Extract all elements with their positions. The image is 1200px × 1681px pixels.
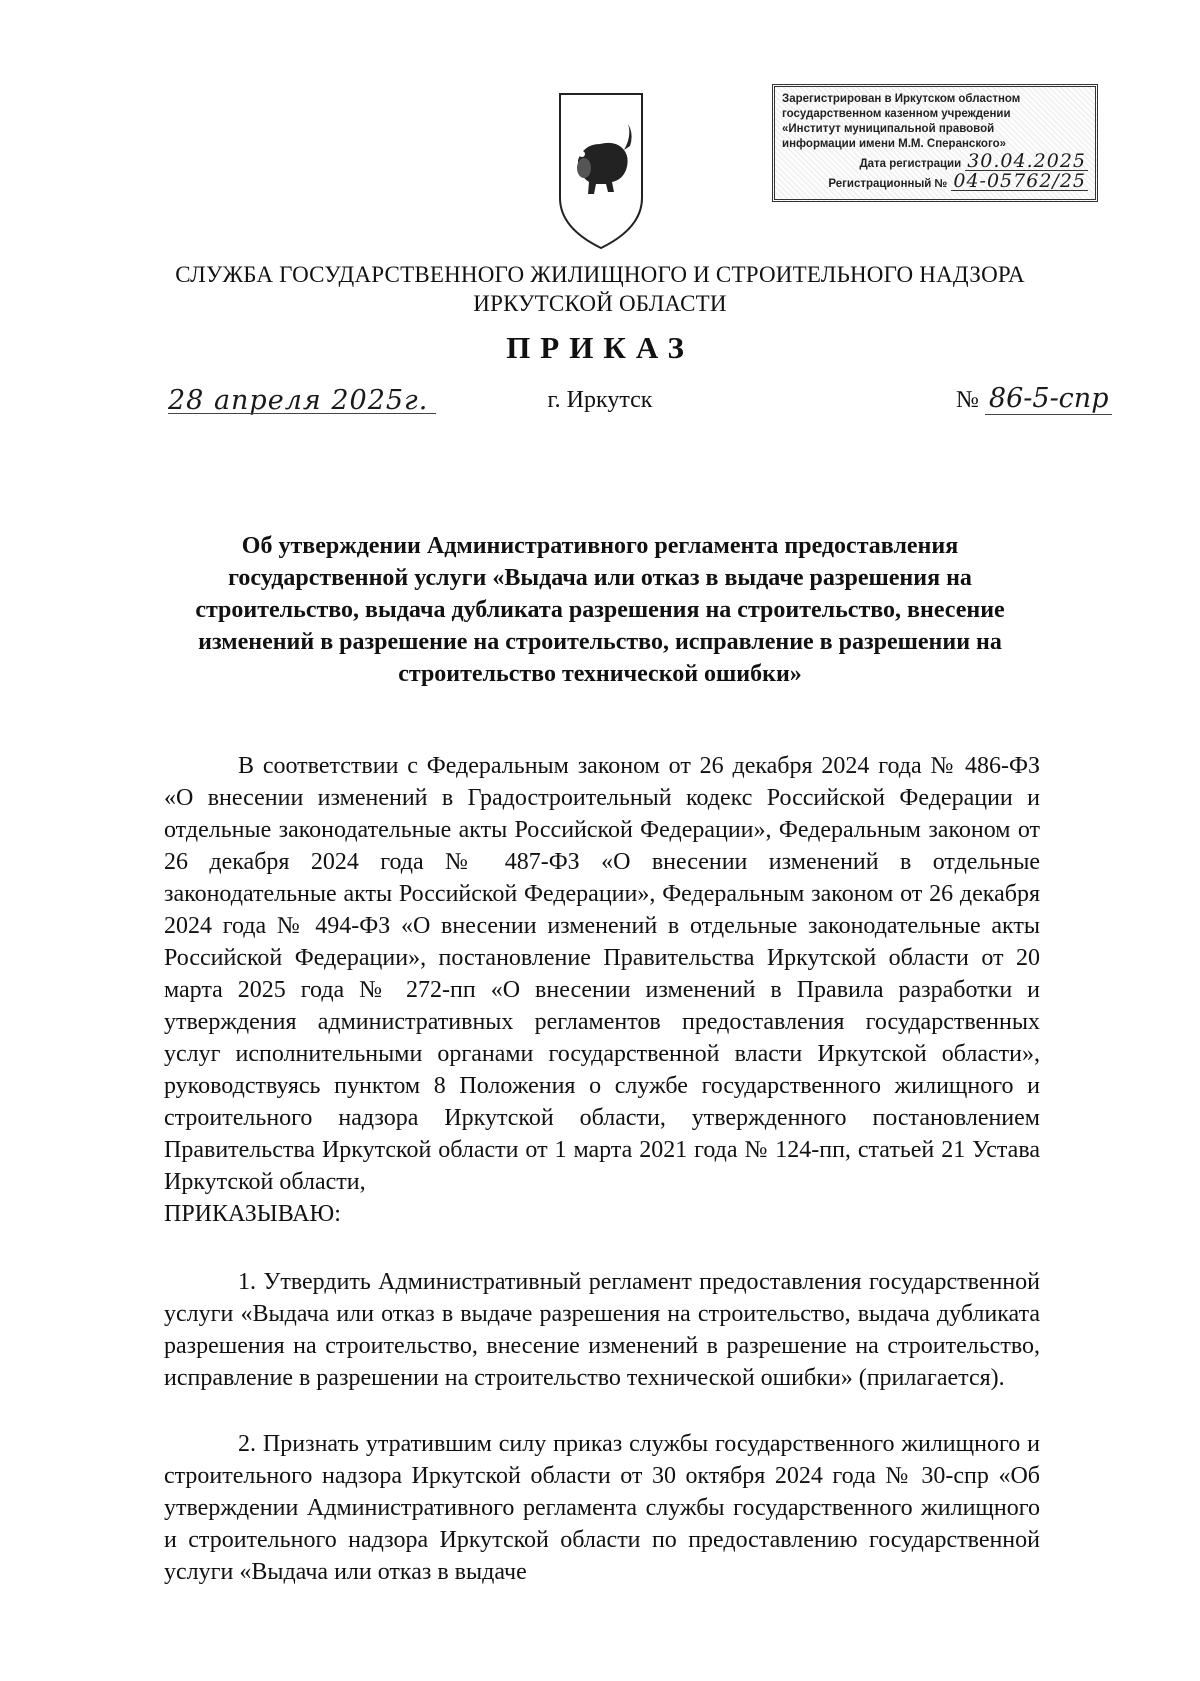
order-number-label: № xyxy=(956,387,979,413)
preamble-paragraph xyxy=(164,750,1040,1230)
document-subject: Об утверждении Административного регламента предоставления государственной услуги «Выдача или отказ в выдаче разрешения на строительство, выдача дубликата разрешения на строительство, внесение изменений в разрешение на строительство, исправление в разрешении на строительство технической ошибки» xyxy=(195,533,1005,687)
stamp-number-label: Регистрационный № xyxy=(828,178,948,190)
stamp-date-label: Дата регистрации xyxy=(859,158,962,170)
stamp-line-1: Зарегистрирован в Иркутском областном xyxy=(782,93,1021,105)
stamp-line-3: «Институт муниципальной правовой xyxy=(782,123,995,135)
order-number xyxy=(956,383,1112,414)
order-item-1: 1. Утвердить Административный регламент предоставления государственной услуги «Выдача или отказ в выдаче разрешения на строительство, выдача дубликата разрешения на строительство, внесение изменений в разрешение на строительство, исправление в разрешении на строительство технической ошибки» (прилагается). xyxy=(164,1269,1040,1391)
stamp-date-row xyxy=(782,152,1088,172)
stamp-line-2: государственном казенном учреждении xyxy=(782,108,1011,120)
agency-name xyxy=(150,260,1050,318)
agency-line-2: ИРКУТСКОЙ ОБЛАСТИ xyxy=(473,291,727,316)
irkutsk-coat-of-arms-icon xyxy=(556,88,646,252)
stamp-date-value: 30.04.2025 xyxy=(967,150,1086,172)
order-item-2: 2. Признать утратившим силу приказ службы государственного жилищного и строительного надзора Иркутской области от 30 октября 2024 года № 30-спр «Об утверждении Административного регламента службы государственного жилищного и строительного надзора Иркутской области по предоставлению государственной услуги «Выдача или отказ в выдаче xyxy=(164,1431,1040,1585)
registration-stamp xyxy=(772,84,1098,202)
stamp-number-value: 04-05762/25 xyxy=(953,170,1086,192)
handwritten-date: 28 апреля 2025г. xyxy=(168,385,429,416)
city-name: г. Иркутск xyxy=(547,387,653,413)
handwritten-order-number: 86-5-спр xyxy=(985,383,1113,415)
preamble-text: В соответствии с Федеральным законом от 26 декабря 2024 года № 486-ФЗ «О внесении изменений в Градостроительный кодекс Российской Федерации и отдельные законодательные акты Российской Федерации», Федеральным законом от 26 декабря 2024 года № 487-ФЗ «О внесении изменений в отдельные законодательные акты Российской Федерации», Федеральным законом от 26 декабря 2024 года № 494-ФЗ «О внесении изменений в отдельные законодательные акты Российской Федерации», постановление Правительства Иркутской области от 20 марта 2025 года № 272-пп «О внесении изменений в Правила разработки и утверждения административных регламентов предоставления государственных услуг исполнительными органами государственной власти Иркутской области», руководствуясь пунктом 8 Положения о службе государственного жилищного и строительного надзора Иркутской области, утвержденного постановлением Правительства Иркутской области от 1 марта 2021 года № 124-пп, статьей 21 Устава Иркутской области, xyxy=(164,753,1040,1195)
stamp-line-4: информации имени М.М. Сперанского» xyxy=(782,138,1007,150)
document-type-title: ПРИКАЗ xyxy=(506,330,694,365)
agency-line-1: СЛУЖБА ГОСУДАРСТВЕННОГО ЖИЛИЩНОГО И СТРОИТЕЛЬНОГО НАДЗОРА xyxy=(175,262,1025,287)
stamp-number-row xyxy=(782,172,1088,192)
directive-word: ПРИКАЗЫВАЮ: xyxy=(164,1201,341,1227)
